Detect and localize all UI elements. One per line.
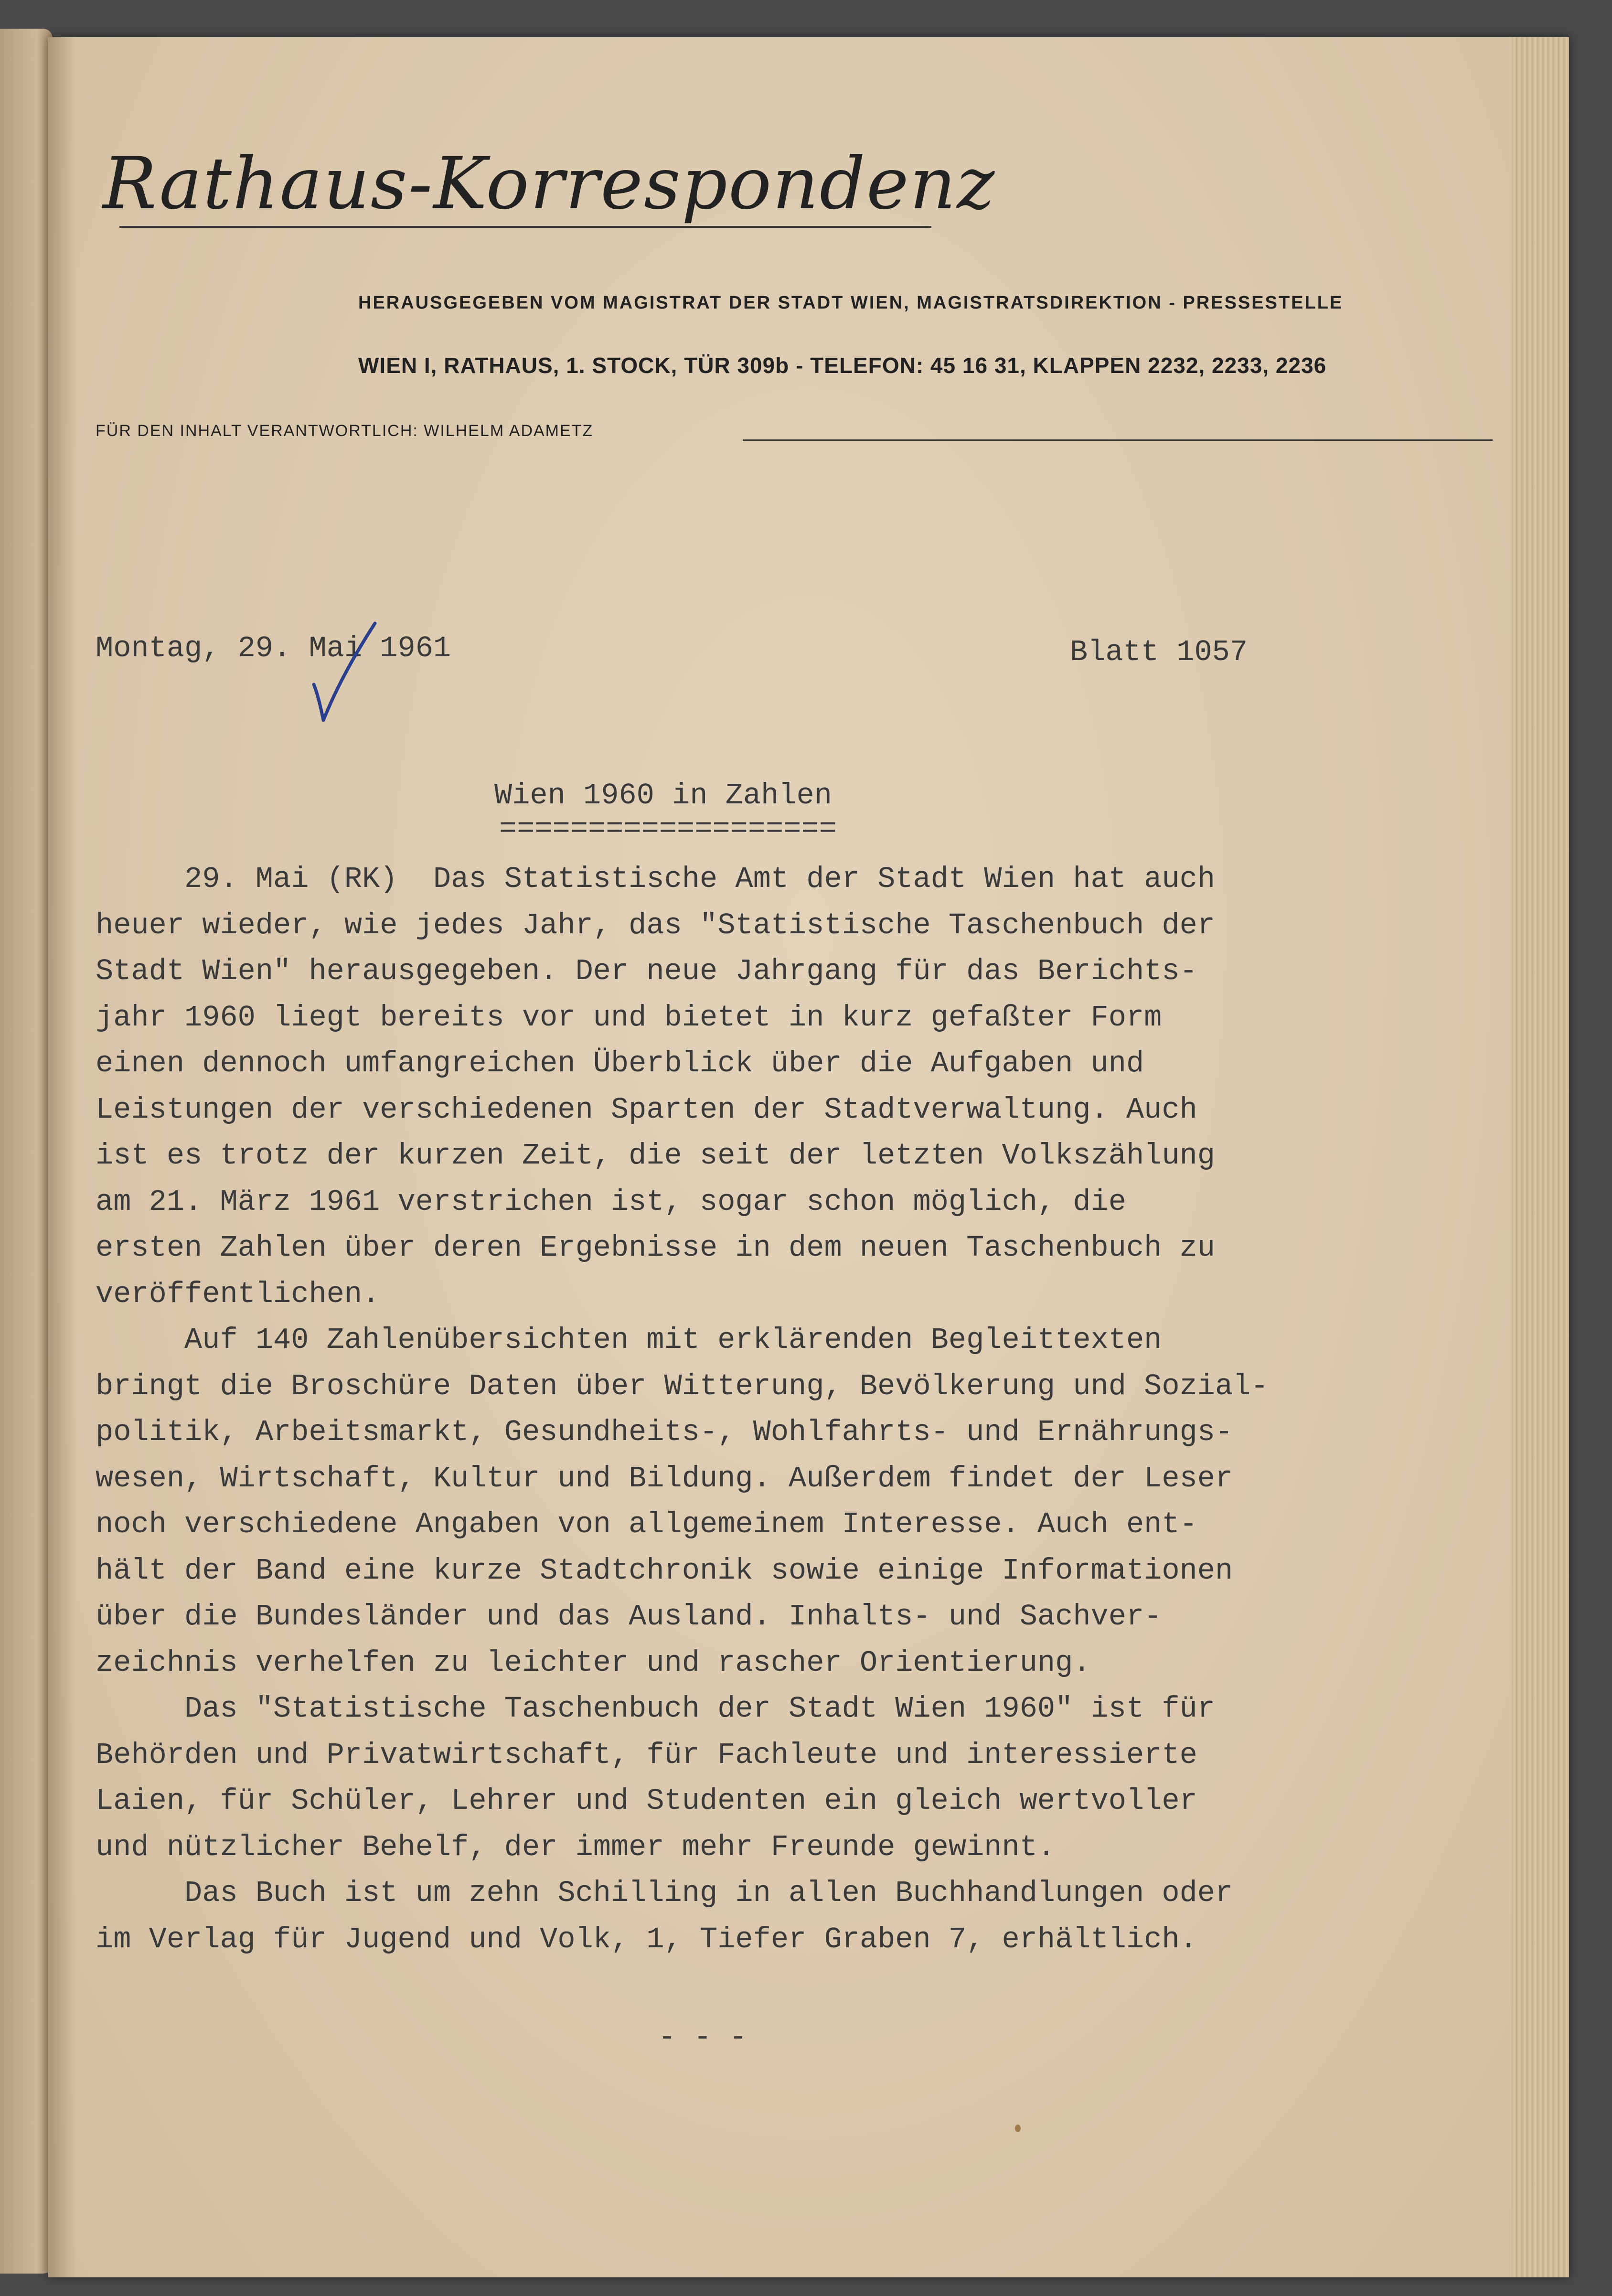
text-line: ist es trotz der kurzen Zeit, die seit der letzten Volkszählung [96,1139,1215,1173]
binding-shadow [48,37,76,2277]
text-line: politik, Arbeitsmarkt, Gesundheits-, Wohlfahrts- und Ernährungs- [96,1415,1233,1449]
text-line: bringt die Broschüre Daten über Witterung, Bevölkerung und Sozial- [96,1369,1269,1403]
page-stack-edges [1512,37,1569,2277]
text-line: Auf 140 Zahlenübersichten mit erklärenden Begleittexten [96,1323,1162,1357]
responsible-rule [743,439,1493,441]
paper-spot [1015,2125,1021,2132]
headline-rule: =================== [499,812,837,846]
dateline: Montag, 29. Mai 1961 [96,631,451,665]
paragraph [96,1317,1269,1686]
text-line: 29. Mai (RK) Das Statistische Amt der Stadt Wien hat auch [96,862,1215,896]
masthead-title: Rathaus-Korrespondenz [103,142,996,225]
text-line: Das Buch ist um zehn Schilling in allen Buchhandlungen oder [96,1876,1233,1910]
article-headline: Wien 1960 in Zahlen [494,779,832,812]
text-line: noch verschiedene Angaben von allgemeinem Interesse. Auch ent- [96,1507,1197,1541]
checkmark-icon [308,618,380,727]
text-line: zeichnis verhelfen zu leichter und rascher Orientierung. [96,1645,1091,1680]
text-line: Laien, für Schüler, Lehrer und Studenten ein gleich wertvoller [96,1784,1197,1818]
end-mark: - - - [658,2020,747,2054]
text-line: heuer wieder, wie jedes Jahr, das "Statistische Taschenbuch der [96,908,1215,942]
article-body [96,856,1269,1963]
left-page-edge [0,29,53,2274]
paragraph [96,1870,1269,1963]
text-line: hält der Band eine kurze Stadtchronik sowie einige Informationen [96,1553,1233,1588]
address-line: WIEN I, RATHAUS, 1. STOCK, TÜR 309b - TELEFON: 45 16 31, KLAPPEN 2232, 2233, 2236 [358,353,1327,378]
paragraph [96,1686,1269,1870]
publisher-line: HERAUSGEGEBEN VOM MAGISTRAT DER STADT WIEN, MAGISTRATSDIREKTION - PRESSESTELLE [358,293,1344,313]
document-page [48,37,1569,2277]
text-line: Behörden und Privatwirtschaft, für Fachleute und interessierte [96,1738,1197,1772]
text-line: wesen, Wirtschaft, Kultur und Bildung. Außerdem findet der Leser [96,1461,1233,1495]
text-line: über die Bundesländer und das Ausland. Inhalts- und Sachver- [96,1600,1162,1634]
text-line: Das "Statistische Taschenbuch der Stadt Wien 1960" ist für [96,1692,1215,1726]
text-line: am 21. März 1961 verstrichen ist, sogar schon möglich, die [96,1185,1126,1219]
text-line: Stadt Wien" herausgegeben. Der neue Jahrgang für das Berichts- [96,954,1197,988]
text-line: veröffentlichen. [96,1277,380,1311]
text-line: einen dennoch umfangreichen Überblick über die Aufgaben und [96,1047,1144,1080]
text-line: jahr 1960 liegt bereits vor und bietet in kurz gefaßter Form [96,1000,1162,1035]
masthead-underline [119,226,931,228]
responsible-line: FÜR DEN INHALT VERANTWORTLICH: WILHELM ADAMETZ [96,422,594,440]
text-line: ersten Zahlen über deren Ergebnisse in dem neuen Taschenbuch zu [96,1231,1215,1265]
text-line: Leistungen der verschiedenen Sparten der Stadtverwaltung. Auch [96,1092,1197,1127]
text-line: im Verlag für Jugend und Volk, 1, Tiefer Graben 7, erhältlich. [96,1922,1197,1956]
paragraph [96,856,1269,1317]
text-line: und nützlicher Behelf, der immer mehr Freunde gewinnt. [96,1830,1056,1864]
sheet-number: Blatt 1057 [1070,635,1248,669]
